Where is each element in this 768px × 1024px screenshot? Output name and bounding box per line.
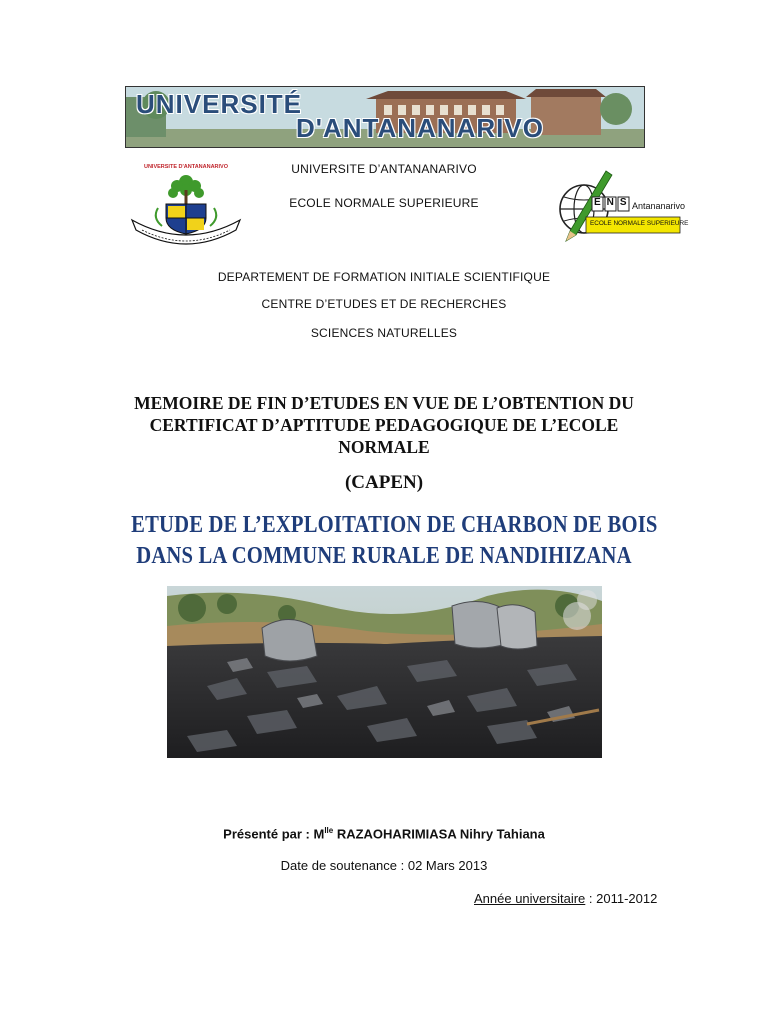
academic-year-value: 2011-2012 (596, 891, 658, 906)
charcoal-photo (167, 586, 602, 758)
thesis-purpose (110, 392, 658, 458)
thesis-title-line2: DANS LA COMMUNE RURALE DE NANDIHIZANA (136, 543, 632, 569)
academic-year-separator: : (585, 891, 597, 906)
thesis-title-line1: ETUDE DE L’EXPLOITATION DE CHARBON DE BOIS (131, 512, 658, 538)
presenter-title-sup: lle (324, 826, 334, 835)
thesis-purpose-line3: NORMALE (338, 437, 430, 457)
university-banner (125, 86, 645, 148)
thesis-title (131, 510, 658, 572)
presenter-label: Présenté par : M (223, 826, 325, 842)
academic-year (474, 891, 694, 906)
ens-letters: ENS (594, 197, 633, 208)
degree-abbreviation: (CAPEN) (344, 472, 424, 493)
university-name: UNIVERSITE D’ANTANANARIVO (291, 162, 477, 176)
charcoal-pile-image (167, 586, 602, 758)
field-of-study: SCIENCES NATURELLES (310, 326, 458, 340)
school-name: ECOLE NORMALE SUPERIEURE (289, 196, 479, 210)
ens-school-name: ECOLE NORMALE SUPERIEURE (590, 220, 689, 227)
seal-caption: UNIVERSITE D'ANTANANARIVO (143, 164, 228, 170)
presenter-name: RAZAOHARIMIASA Nihry Tahiana (333, 826, 545, 842)
defense-date: Date de soutenance : 02 Mars 2013 (280, 858, 488, 873)
thesis-purpose-line1: MEMOIRE DE FIN D’ETUDES EN VUE DE L’OBTENTION DU (134, 393, 634, 413)
ens-city: Antananarivo (632, 201, 686, 211)
academic-year-label: Année universitaire (474, 891, 586, 906)
thesis-purpose-line2: CERTIFICAT D’APTITUDE PEDAGOGIQUE DE L’ECOLE (149, 415, 619, 435)
tree-shield-icon (128, 160, 244, 246)
department-name: DEPARTEMENT DE FORMATION INITIALE SCIENTIFIQUE (217, 270, 551, 284)
banner-title-line2: D'ANTANANARIVO (296, 113, 544, 143)
presenter-line (84, 826, 684, 841)
ens-logo (556, 165, 689, 245)
university-seal-logo (128, 160, 244, 246)
research-centre: CENTRE D’ETUDES ET DE RECHERCHES (261, 297, 507, 311)
banner-title-line1: UNIVERSITÉ (136, 89, 303, 119)
